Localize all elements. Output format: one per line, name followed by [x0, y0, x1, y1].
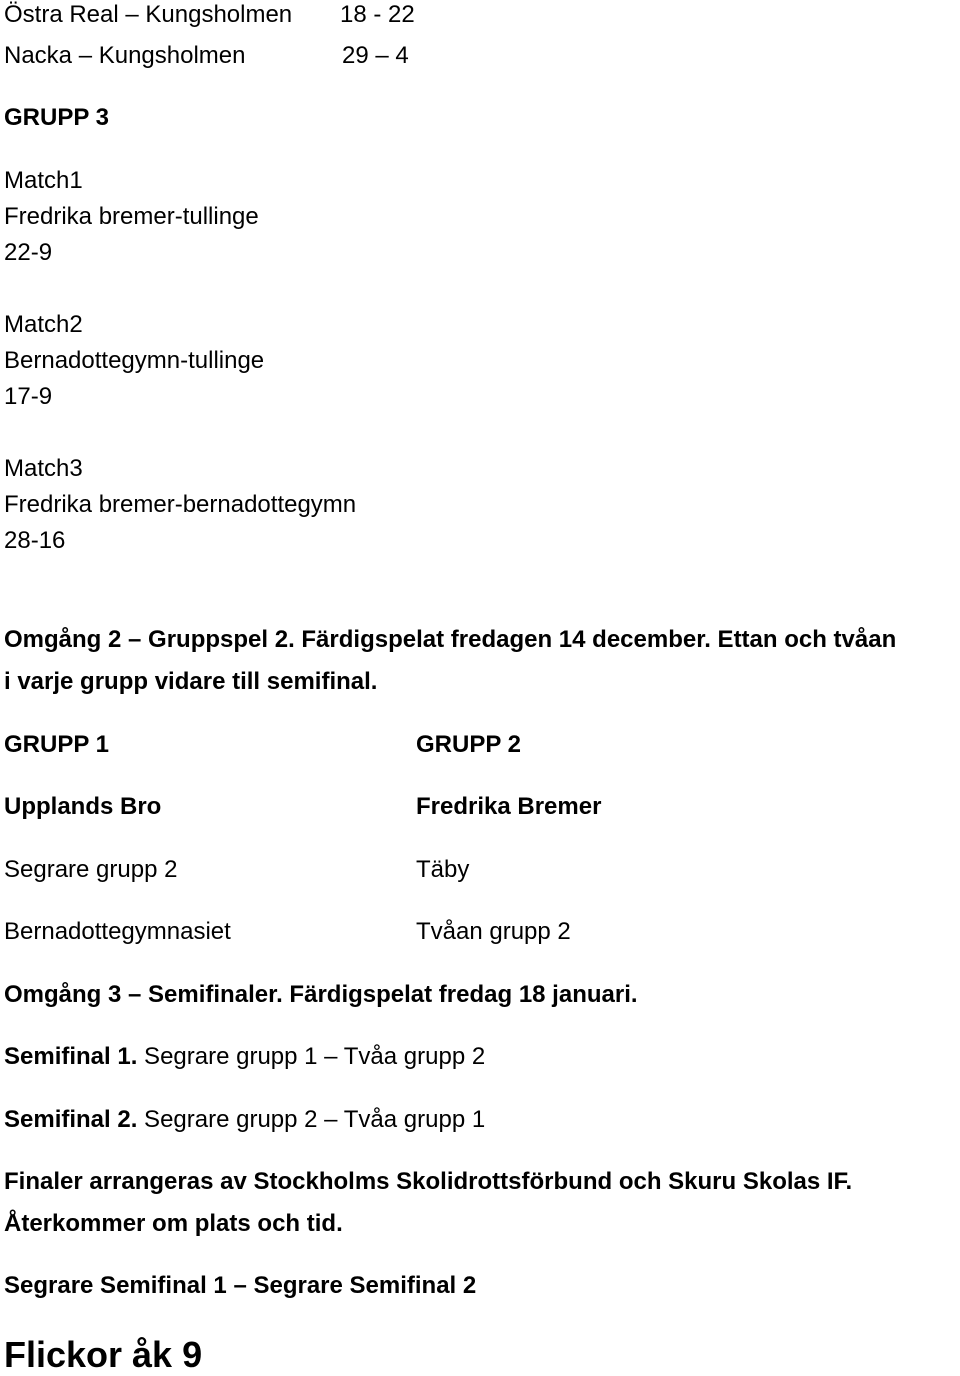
final-match: Segrare Semifinal 1 – Segrare Semifinal 2 [4, 1272, 477, 1299]
omgang3: Omgång 3 – Semifinaler. Färdigspelat fredag 18 januari. [4, 981, 638, 1008]
match-score: 28-16 [4, 527, 66, 554]
match-teams: Fredrika bremer-bernadottegymn [4, 491, 357, 518]
semifinal-label: Semifinal 2. [4, 1106, 138, 1133]
grupp1-heading: GRUPP 1 [4, 731, 109, 758]
match-label: Match3 [4, 455, 83, 482]
grupp2-team: Fredrika Bremer [416, 793, 602, 820]
grupp2-heading: GRUPP 2 [416, 731, 521, 758]
result-row-2 [4, 42, 245, 70]
semifinal-text: Segrare grupp 2 – Tvåa grupp 1 [137, 1106, 486, 1133]
match-teams: Fredrika bremer-tullinge [4, 203, 259, 230]
omgang2-line2: i varje grupp vidare till semifinal. [4, 668, 378, 695]
grupp2-team: Tvåan grupp 2 [416, 918, 571, 945]
result-score: 29 – 4 [342, 42, 409, 69]
finaler-line1: Finaler arrangeras av Stockholms Skolidrottsförbund och Skuru Skolas IF. [4, 1168, 853, 1195]
omgang2-line1: Omgång 2 – Gruppspel 2. Färdigspelat fredagen 14 december. Ettan och tvåan [4, 626, 897, 653]
grupp1-team: Upplands Bro [4, 793, 162, 820]
section-title: Flickor åk 9 [4, 1334, 203, 1375]
finaler-line2: Återkommer om plats och tid. [4, 1210, 343, 1237]
semifinal-text: Segrare grupp 1 – Tvåa grupp 2 [137, 1043, 486, 1070]
grupp2-team: Täby [416, 856, 470, 883]
semifinal-2 [4, 1106, 485, 1134]
match-label: Match2 [4, 311, 83, 338]
result-match: Östra Real – Kungsholmen [4, 1, 293, 28]
semifinal-1 [4, 1043, 485, 1071]
match-score: 22-9 [4, 239, 53, 266]
grupp3-heading: GRUPP 3 [4, 104, 109, 131]
result-score: 18 - 22 [340, 1, 415, 28]
grupp1-team: Segrare grupp 2 [4, 856, 178, 883]
grupp1-team: Bernadottegymnasiet [4, 918, 231, 945]
match-label: Match1 [4, 167, 83, 194]
result-row-1 [4, 1, 292, 29]
result-match: Nacka – Kungsholmen [4, 42, 246, 69]
match-score: 17-9 [4, 383, 53, 410]
match-teams: Bernadottegymn-tullinge [4, 347, 265, 374]
semifinal-label: Semifinal 1. [4, 1043, 138, 1070]
